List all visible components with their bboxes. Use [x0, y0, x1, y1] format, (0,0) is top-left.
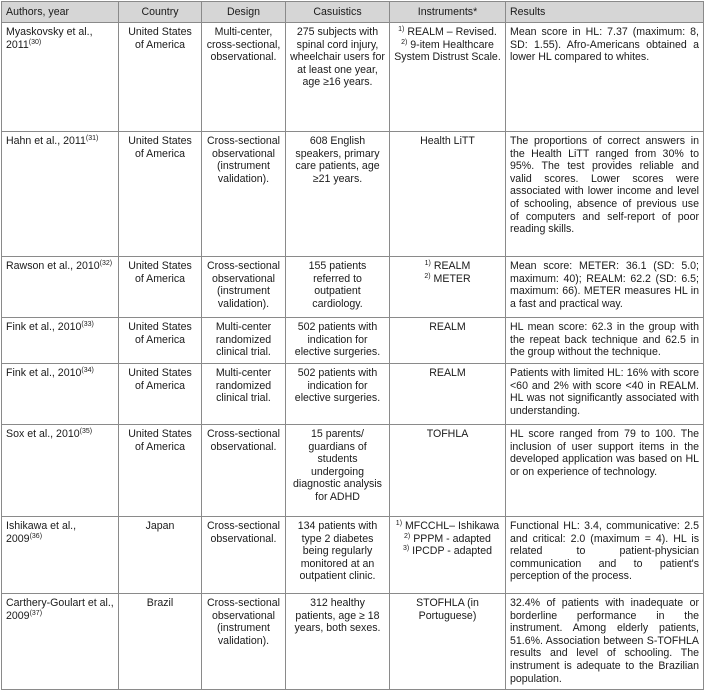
header-casuistics: Casuistics — [286, 2, 390, 23]
instrument-number: 2) — [424, 272, 431, 280]
table-row — [2, 517, 704, 594]
cell-authors — [2, 132, 119, 257]
instrument-name: 9-item Healthcare System Distrust Scale. — [394, 38, 501, 64]
cell-design: Cross-sectional observational (instrument validation). — [202, 594, 286, 690]
cell-country: United States of America — [119, 318, 202, 364]
cell-country: Japan — [119, 517, 202, 594]
header-instruments: Instruments* — [390, 2, 506, 23]
cell-casuistics: 502 patients with indication for elective surgeries. — [286, 318, 390, 364]
header-authors: Authors, year — [2, 2, 119, 23]
author-name: Sox et al., 2010 — [6, 428, 80, 440]
instrument-number: 2) — [404, 532, 411, 540]
author-name: Ishikawa et al., 2009 — [6, 520, 77, 545]
table-row — [2, 594, 704, 690]
cell-country: United States of America — [119, 425, 202, 517]
reference-number: (35) — [79, 428, 93, 435]
instrument-item — [394, 597, 501, 622]
table-row — [2, 257, 704, 318]
cell-instruments — [390, 425, 506, 517]
author-name: Fink et al., 2010 — [6, 321, 82, 333]
author-name: Hahn et al., 2011 — [6, 135, 86, 147]
cell-design: Cross-sectional observational (instrument validation). — [202, 257, 286, 318]
cell-results: Patients with limited HL: 16% with score <60 and 2% with score <40 in REALM. HL was not significantly associated with understanding. — [506, 364, 704, 425]
cell-authors — [2, 257, 119, 318]
cell-design: Multi-center, cross-sectional, observational. — [202, 23, 286, 132]
literature-table — [1, 1, 704, 690]
table-header — [2, 2, 704, 23]
instrument-item — [394, 428, 501, 441]
reference-number: (33) — [81, 321, 94, 328]
instrument-item — [394, 545, 501, 558]
cell-authors — [2, 594, 119, 690]
instrument-item — [394, 26, 501, 39]
table-row — [2, 318, 704, 364]
cell-results: Mean score in HL: 7.37 (maximum: 8, SD: 1.55). Afro-Americans obtained a lower HL compared to whites. — [506, 23, 704, 132]
instrument-item — [394, 367, 501, 380]
instrument-name: Health LiTT — [420, 135, 475, 147]
header-country: Country — [119, 2, 202, 23]
cell-instruments — [390, 517, 506, 594]
cell-country: United States of America — [119, 132, 202, 257]
table-row — [2, 364, 704, 425]
author-name: Myaskovsky et al., 2011 — [6, 26, 93, 51]
table-row — [2, 23, 704, 132]
reference-number: (32) — [99, 260, 113, 267]
author-name: Fink et al., 2010 — [6, 367, 82, 379]
author-name: Rawson et al., 2010 — [6, 260, 100, 272]
cell-instruments — [390, 257, 506, 318]
cell-instruments — [390, 318, 506, 364]
cell-casuistics: 312 healthy patients, age ≥ 18 years, both sexes. — [286, 594, 390, 690]
cell-design: Multi-center randomized clinical trial. — [202, 318, 286, 364]
cell-design: Cross-sectional observational. — [202, 425, 286, 517]
cell-country: United States of America — [119, 257, 202, 318]
cell-authors — [2, 425, 119, 517]
cell-casuistics: 134 patients with type 2 diabetes being regularly monitored at an outpatient clinic. — [286, 517, 390, 594]
instrument-number: 1) — [395, 520, 403, 527]
cell-design: Multi-center randomized clinical trial. — [202, 364, 286, 425]
instrument-item — [394, 39, 501, 64]
instrument-number: 1) — [398, 26, 405, 33]
instrument-number: 3) — [402, 545, 410, 553]
cell-country: United States of America — [119, 23, 202, 132]
cell-design: Cross-sectional observational. — [202, 517, 286, 594]
instrument-number: 2) — [401, 38, 408, 46]
cell-casuistics: 155 patients referred to outpatient cardiology. — [286, 257, 390, 318]
cell-results: The proportions of correct answers in the Health LiTT ranged from 30% to 95%. The test provides reliable and valid scores. Lower scores were associated with lower income and level of schooling, absence of previous use of computers and self-report of poor reading skills. — [506, 132, 704, 257]
cell-casuistics: 502 patients with indication for elective surgeries. — [286, 364, 390, 425]
instrument-item — [394, 135, 501, 148]
reference-number: (30) — [28, 38, 42, 46]
table-row — [2, 425, 704, 517]
cell-results: Functional HL: 3.4, communicative: 2.5 and critical: 2.0 (maximum = 4). HL is related to patient-physician communication and to patient's perception of the process. — [506, 517, 704, 594]
cell-authors — [2, 517, 119, 594]
instrument-name: MFCCHL– Ishikawa — [404, 520, 500, 532]
instrument-name: REALM — [429, 321, 466, 333]
cell-casuistics: 608 English speakers, primary care patients, age ≥21 years. — [286, 132, 390, 257]
instrument-name: REALM — [429, 367, 466, 379]
instrument-name: PPPM - adapted — [413, 532, 491, 545]
cell-country: Brazil — [119, 594, 202, 690]
instrument-name: IPCDP - adapted — [412, 545, 493, 558]
cell-results: HL mean score: 62.3 in the group with the repeat back technique and 62.5 in the group without the technique. — [506, 318, 704, 364]
reference-number: (36) — [29, 532, 43, 540]
table-row — [2, 132, 704, 257]
cell-authors — [2, 364, 119, 425]
cell-instruments — [390, 23, 506, 132]
instrument-name: STOFHLA (in Portuguese) — [416, 597, 479, 622]
header-design: Design — [202, 2, 286, 23]
cell-design: Cross-sectional observational (instrument validation). — [202, 132, 286, 257]
reference-number: (37) — [29, 609, 43, 617]
cell-results: HL score ranged from 79 to 100. The inclusion of user support items in the developed application was based on HL or on experience of technology. — [506, 425, 704, 517]
cell-results: Mean score: METER: 36.1 (SD: 5.0; maximum: 40); REALM: 62.2 (SD: 6.5; maximum: 66). METER measures HL in a fast and practical way. — [506, 257, 704, 318]
cell-country: United States of America — [119, 364, 202, 425]
instrument-name: METER — [433, 272, 471, 285]
instrument-name: REALM — [433, 260, 471, 272]
cell-authors — [2, 318, 119, 364]
instrument-name: TOFHLA — [426, 428, 469, 440]
cell-casuistics: 275 subjects with spinal cord injury, wheelchair users for at least one year, age ≥16 years. — [286, 23, 390, 132]
instrument-name: REALM – Revised. — [407, 26, 497, 38]
instrument-item — [394, 520, 501, 533]
instrument-item — [394, 533, 501, 546]
cell-instruments — [390, 132, 506, 257]
cell-casuistics: 15 parents/ guardians of students undergoing diagnostic analysis for ADHD — [286, 425, 390, 517]
instrument-item — [394, 273, 501, 286]
instrument-number: 1) — [424, 260, 431, 267]
author-name: Carthery-Goulart et al., 2009 — [6, 597, 114, 622]
instrument-item — [394, 321, 501, 334]
table-body — [2, 23, 704, 690]
cell-instruments — [390, 364, 506, 425]
header-results: Results — [506, 2, 704, 23]
header-row — [2, 2, 704, 23]
cell-results: 32.4% of patients with inadequate or borderline performance in the instrument. Among elderly patients, 51.6%. Association between S-TOFHLA results and level of schooling. The instrument is adequate to the Brazilian population. — [506, 594, 704, 690]
reference-number: (34) — [81, 367, 94, 374]
cell-authors — [2, 23, 119, 132]
instrument-item — [394, 260, 501, 273]
reference-number: (31) — [85, 135, 99, 142]
cell-instruments — [390, 594, 506, 690]
